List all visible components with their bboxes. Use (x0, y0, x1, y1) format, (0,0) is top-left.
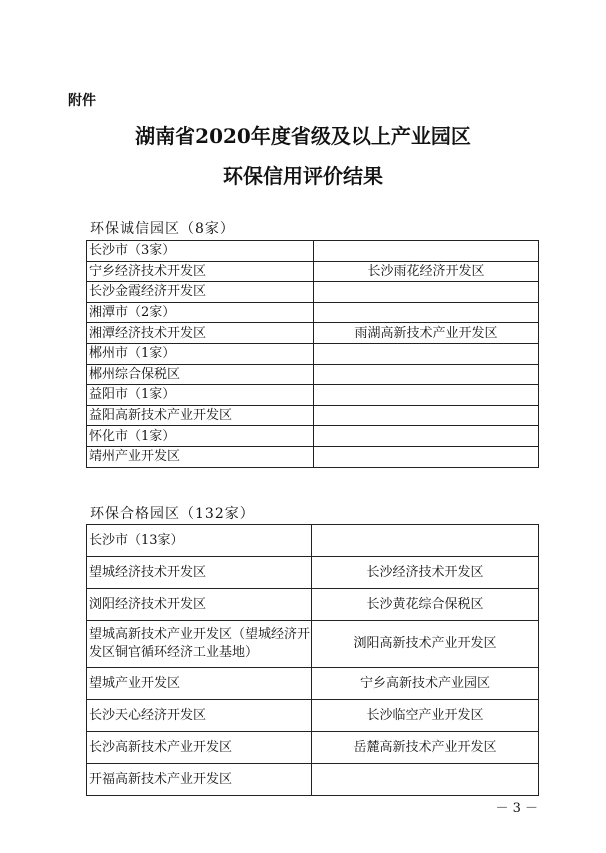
park-name-right (312, 764, 539, 796)
park-name-left: 望城产业开发区 (87, 668, 312, 700)
park-name-right (314, 282, 539, 303)
park-name-left: 郴州综合保税区 (87, 364, 314, 385)
park-name-right: 长沙临空产业开发区 (312, 700, 539, 732)
attachment-label: 附件 (68, 93, 96, 109)
table-row (87, 261, 539, 282)
park-name-right (314, 364, 539, 385)
park-name-left: 靖州产业开发区 (87, 446, 314, 467)
park-name-right (314, 405, 539, 426)
table-row (87, 241, 539, 262)
park-name-right: 长沙经济技术开发区 (312, 557, 539, 589)
park-name-left: 宁乡经济技术开发区 (87, 261, 314, 282)
park-name-right (314, 446, 539, 467)
trustworthy-parks-table (86, 240, 539, 468)
park-name-left: 怀化市（1家） (87, 426, 314, 447)
park-name-right (312, 525, 539, 557)
park-name-right (314, 302, 539, 323)
table-row (87, 764, 539, 796)
table-row (87, 343, 539, 364)
table-row (87, 302, 539, 323)
park-name-left: 望城经济技术开发区 (87, 557, 312, 589)
park-name-right: 雨湖高新技术产业开发区 (314, 323, 539, 344)
park-name-left: 郴州市（1家） (87, 343, 314, 364)
table-row (87, 525, 539, 557)
table-row (87, 732, 539, 764)
section-heading-trustworthy: 环保诚信园区（8家） (90, 221, 235, 237)
park-name-left: 益阳市（1家） (87, 385, 314, 406)
park-name-right (314, 426, 539, 447)
document-subtitle: 环保信用评价结果 (223, 164, 383, 188)
table-row (87, 323, 539, 344)
qualified-parks-table (86, 524, 539, 796)
park-name-left: 开福高新技术产业开发区 (87, 764, 312, 796)
park-name-left: 长沙市（3家） (87, 241, 314, 262)
park-name-left: 长沙高新技术产业开发区 (87, 732, 312, 764)
table-row (87, 700, 539, 732)
park-name-right: 宁乡高新技术产业园区 (312, 668, 539, 700)
table-row (87, 385, 539, 406)
table-row (87, 426, 539, 447)
table-row (87, 589, 539, 621)
park-name-left: 湘潭经济技术开发区 (87, 323, 314, 344)
park-name-right (314, 343, 539, 364)
park-name-left: 湘潭市（2家） (87, 302, 314, 323)
park-name-left: 长沙天心经济开发区 (87, 700, 312, 732)
park-name-left: 浏阳经济技术开发区 (87, 589, 312, 621)
park-name-left: 益阳高新技术产业开发区 (87, 405, 314, 426)
document-title: 湖南省2020年度省级及以上产业园区 (135, 124, 471, 148)
park-name-left: 长沙市（13家） (87, 525, 312, 557)
park-name-right: 岳麓高新技术产业开发区 (312, 732, 539, 764)
table-row (87, 364, 539, 385)
park-name-left: 望城高新技术产业开发区（望城经济开发区铜官循环经济工业基地） (87, 621, 312, 668)
page-number: － 3 － (495, 801, 538, 816)
park-name-left: 长沙金霞经济开发区 (87, 282, 314, 303)
park-name-right: 长沙黄花综合保税区 (312, 589, 539, 621)
park-name-right: 长沙雨花经济开发区 (314, 261, 539, 282)
table-row (87, 668, 539, 700)
park-name-right (314, 241, 539, 262)
table-row (87, 557, 539, 589)
table-row (87, 405, 539, 426)
park-name-right (314, 385, 539, 406)
park-name-right: 浏阳高新技术产业开发区 (312, 621, 539, 668)
table-row (87, 621, 539, 668)
table-row (87, 282, 539, 303)
section-heading-qualified: 环保合格园区（132家） (90, 506, 255, 522)
table-row (87, 446, 539, 467)
